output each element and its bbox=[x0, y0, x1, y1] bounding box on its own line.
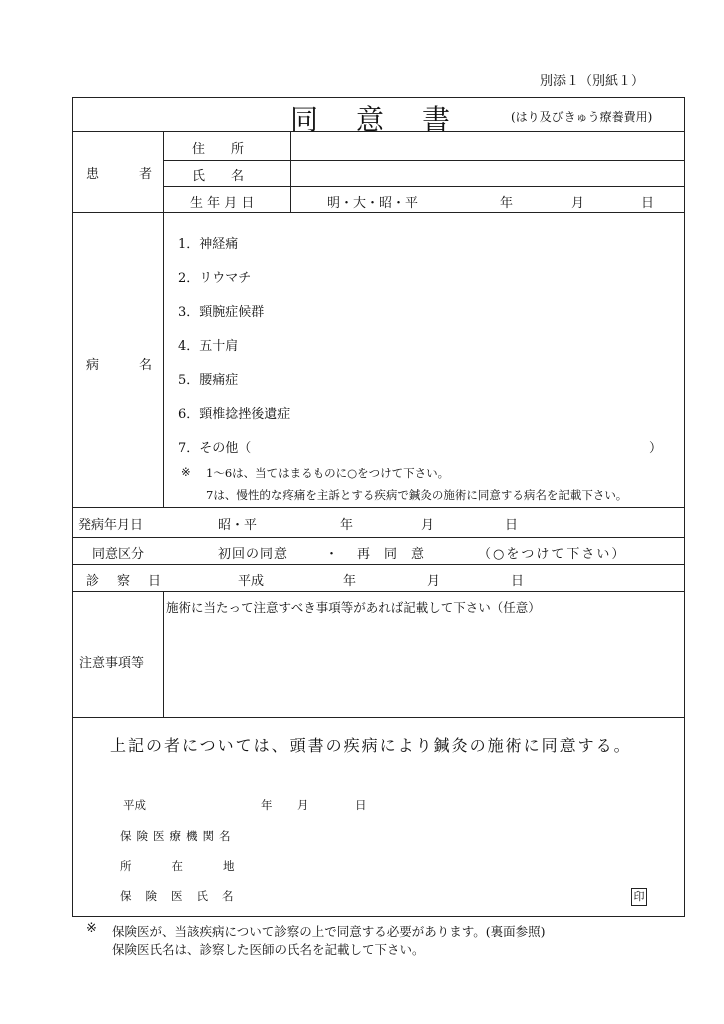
name-label: 氏 名 bbox=[192, 169, 245, 184]
address-field[interactable] bbox=[292, 133, 682, 158]
disease-option[interactable]: 2．リウマチ bbox=[178, 271, 252, 286]
divider bbox=[72, 564, 685, 565]
consent-separator: ・ bbox=[325, 547, 339, 562]
exam-year-unit: 年 bbox=[343, 574, 357, 589]
divider bbox=[163, 591, 164, 717]
divider bbox=[290, 131, 291, 212]
disease-option[interactable]: 6．頸椎捻挫後遺症 bbox=[178, 407, 291, 422]
name-field[interactable] bbox=[292, 162, 682, 184]
onset-era-options[interactable]: 昭・平 bbox=[218, 518, 258, 533]
disease-note-1: 1～6は、当てはまるものに○をつけて下さい。 bbox=[206, 466, 450, 480]
disease-label: 病名 bbox=[86, 358, 193, 373]
onset-day-unit: 日 bbox=[505, 518, 519, 533]
exam-era: 平成 bbox=[238, 574, 265, 589]
disease-note-2: 7は、慢性的な疼痛を主訴とする疾病で鍼灸の施術に同意する病名を記載下さい。 bbox=[206, 488, 628, 502]
divider bbox=[72, 537, 685, 538]
attachment-label: 別添１（別紙１） bbox=[539, 74, 644, 89]
remarks-label: 注意事項等 bbox=[79, 656, 145, 671]
disease-option[interactable]: 5．腰痛症 bbox=[178, 373, 239, 388]
onset-label: 発病年月日 bbox=[78, 518, 144, 533]
exam-day-unit: 日 bbox=[511, 574, 525, 589]
consent-type-label: 同意区分 bbox=[92, 547, 145, 562]
consent-again-option[interactable]: 再同意 bbox=[357, 547, 439, 562]
divider bbox=[72, 507, 685, 508]
address-label: 住 所 bbox=[192, 142, 245, 157]
declaration-month-unit: 月 bbox=[297, 798, 309, 812]
doctor-name-field[interactable] bbox=[260, 884, 620, 904]
other-close-paren: ） bbox=[649, 441, 663, 456]
birth-month-unit: 月 bbox=[571, 196, 585, 211]
remarks-field[interactable] bbox=[166, 616, 681, 714]
divider bbox=[72, 717, 685, 718]
institution-field[interactable] bbox=[260, 824, 640, 844]
patient-label: 患者 bbox=[86, 167, 193, 182]
divider bbox=[163, 186, 685, 187]
consent-first-option[interactable]: 初回の同意 bbox=[218, 547, 289, 562]
disease-option-other[interactable]: 7．その他（ bbox=[178, 441, 252, 456]
disease-option[interactable]: 4．五十肩 bbox=[178, 339, 239, 354]
remarks-instruction: 施術に当たって注意すべき事項等があれば記載して下さい（任意） bbox=[166, 600, 541, 615]
exam-month-unit: 月 bbox=[427, 574, 441, 589]
exam-date-label: 診察日 bbox=[86, 574, 180, 589]
onset-year-unit: 年 bbox=[340, 518, 354, 533]
declaration-day-unit: 日 bbox=[355, 798, 367, 812]
birthdate-label: 生 年 月 日 bbox=[190, 196, 255, 211]
consent-instruction: （○をつけて下さい） bbox=[478, 547, 627, 562]
footer-mark: ※ bbox=[86, 921, 97, 936]
form-title: 同意書 bbox=[290, 103, 489, 136]
birth-era-options[interactable]: 明・大・昭・平 bbox=[327, 196, 419, 211]
footer-note-2: 保険医氏名は、診察した医師の氏名を記載して下さい。 bbox=[112, 942, 425, 957]
onset-month-unit: 月 bbox=[421, 518, 435, 533]
consent-statement: 上記の者については、頭書の疾病により鍼灸の施術に同意する。 bbox=[110, 736, 632, 755]
footer-note-1: 保険医が、当該疾病について診察の上で同意する必要があります。(裏面参照) bbox=[112, 924, 546, 939]
other-disease-field[interactable] bbox=[262, 434, 642, 456]
form-subtitle: (はり及びきゅう療養費用) bbox=[511, 110, 653, 124]
seal-box bbox=[631, 885, 647, 906]
seal-mark: 印 bbox=[631, 888, 647, 906]
birth-day-unit: 日 bbox=[641, 196, 655, 211]
disease-option[interactable]: 1．神経痛 bbox=[178, 237, 239, 252]
declaration-era: 平成 bbox=[123, 798, 146, 812]
disease-option[interactable]: 3．頸腕症候群 bbox=[178, 305, 265, 320]
divider bbox=[163, 160, 685, 161]
location-label: 所在地 bbox=[120, 859, 275, 873]
location-field[interactable] bbox=[260, 854, 640, 874]
birth-year-unit: 年 bbox=[500, 196, 514, 211]
doctor-label: 保険医氏名 bbox=[120, 889, 248, 903]
declaration-year-unit: 年 bbox=[261, 798, 273, 812]
note-mark: ※ bbox=[181, 465, 191, 479]
institution-label: 保険医療機関名 bbox=[120, 829, 236, 843]
